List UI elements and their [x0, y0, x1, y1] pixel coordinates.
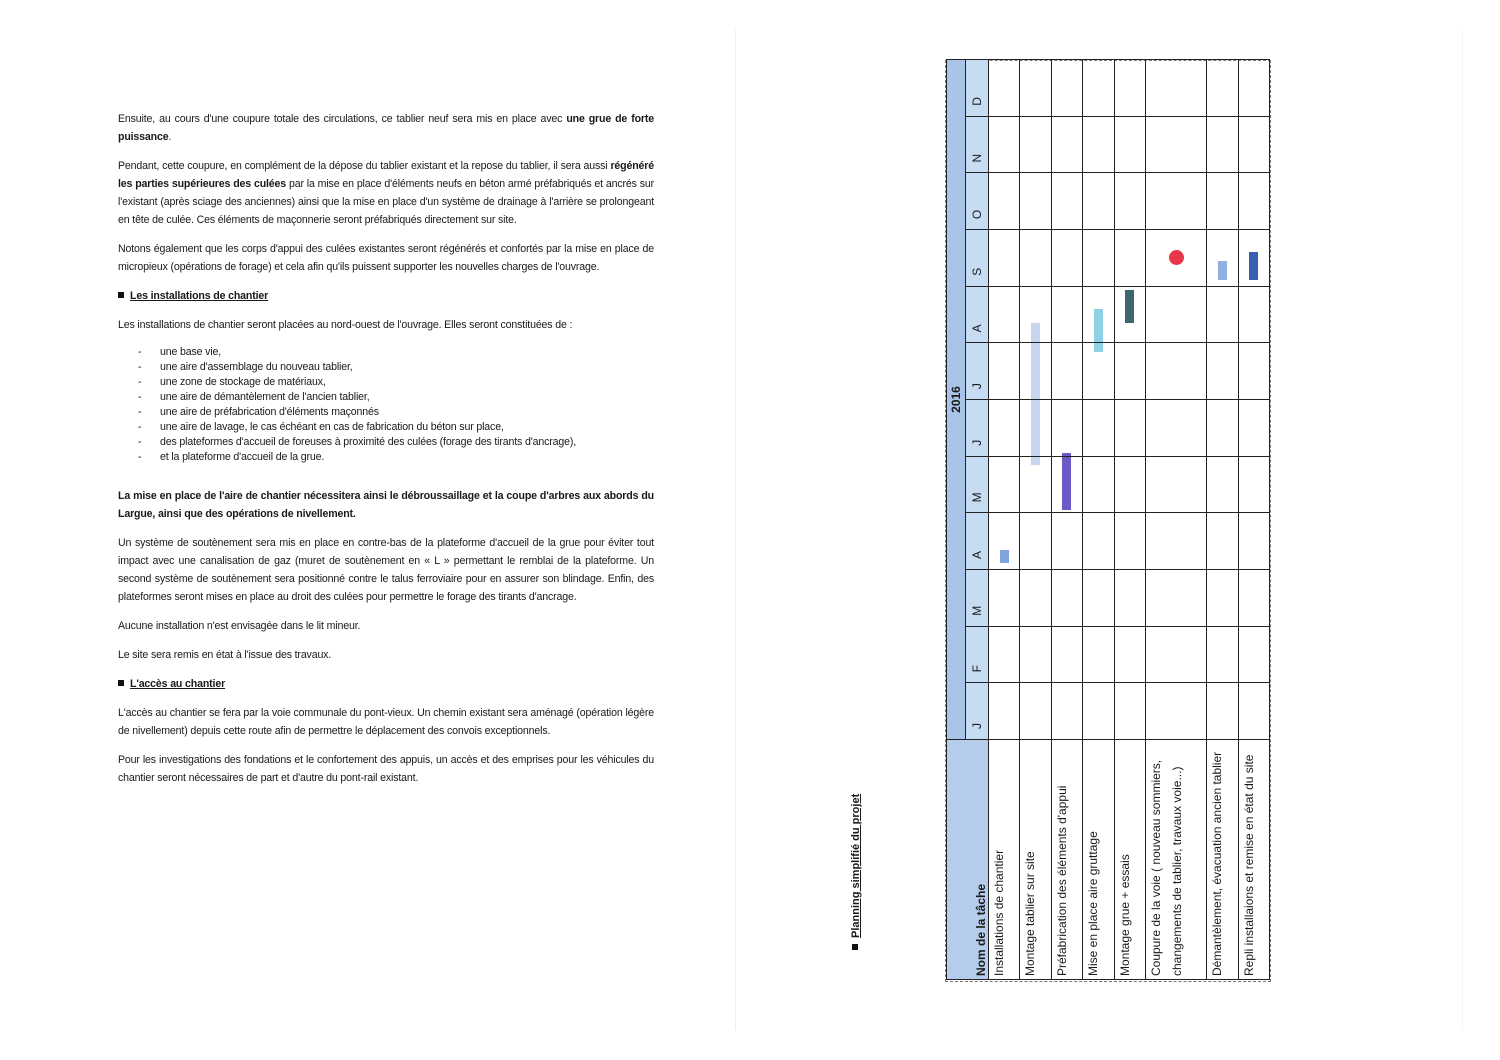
gantt-bar — [1094, 343, 1103, 351]
gantt-cell — [1114, 59, 1145, 116]
task-name: Montage grue + essais — [1114, 740, 1145, 980]
year-header: 2016 — [947, 59, 966, 739]
gantt-cell — [989, 513, 1020, 570]
list-item: - et la plateforme d'accueil de la grue. — [138, 450, 654, 465]
page-divider — [735, 30, 736, 1030]
gantt-cell — [1020, 173, 1051, 230]
gantt-cell — [1145, 626, 1206, 683]
gantt-bar — [1031, 323, 1040, 342]
task-name: Préfabrication des éléments d'appui — [1051, 740, 1082, 980]
gantt-cell — [1083, 456, 1114, 513]
gantt-cell — [989, 173, 1020, 230]
gantt-cell — [1114, 400, 1145, 457]
gantt-bar — [1218, 261, 1227, 280]
gantt-cell — [1083, 683, 1114, 740]
gantt-cell — [1207, 173, 1238, 230]
gantt-cell — [1145, 173, 1206, 230]
gantt-cell — [1145, 230, 1206, 287]
gantt-cell — [989, 59, 1020, 116]
gantt-bar — [1031, 457, 1040, 465]
gantt-cell — [1083, 570, 1114, 627]
gantt-table — [946, 59, 1270, 980]
square-bullet-icon — [118, 292, 124, 298]
list-item: - une aire de préfabrication d'éléments maçonnés — [138, 405, 654, 420]
gantt-cell — [1145, 683, 1206, 740]
month-header: N — [966, 116, 989, 173]
gantt-cell — [1238, 343, 1269, 400]
gantt-cell — [1020, 59, 1051, 116]
gantt-cell — [1145, 286, 1206, 343]
gantt-cell — [1051, 173, 1082, 230]
heading-acces: L'accès au chantier — [118, 675, 654, 693]
gantt-row — [1207, 59, 1238, 979]
left-page — [118, 110, 654, 798]
gantt-cell — [1051, 230, 1082, 287]
gantt-cell — [1114, 343, 1145, 400]
task-name: Mise en place aire gruttage — [1083, 740, 1114, 980]
gantt-cell — [1020, 513, 1051, 570]
gantt-row — [989, 59, 1020, 979]
gantt-bar — [1249, 252, 1258, 280]
gantt-cell — [1238, 683, 1269, 740]
month-header: J — [966, 343, 989, 400]
gantt-cell — [1020, 116, 1051, 173]
gantt-cell — [989, 570, 1020, 627]
gantt-cell — [1238, 513, 1269, 570]
gantt-cell — [1051, 343, 1082, 400]
month-header: S — [966, 230, 989, 287]
gantt-cell — [1207, 230, 1238, 287]
gantt-cell — [1051, 59, 1082, 116]
task-name-header: Nom de la tâche — [947, 740, 989, 980]
gantt-cell — [1083, 173, 1114, 230]
gantt-cell — [1083, 343, 1114, 400]
month-header: M — [966, 570, 989, 627]
list-item: - des plateformes d'accueil de foreuses à proximité des culées (forage des tirants d'ancrage), — [138, 435, 654, 450]
gantt-cell — [1207, 400, 1238, 457]
gantt-cell — [989, 456, 1020, 513]
month-header: A — [966, 513, 989, 570]
gantt-row — [1083, 59, 1114, 979]
month-header: J — [966, 683, 989, 740]
month-header: J — [966, 400, 989, 457]
heading-installations: Les installations de chantier — [118, 287, 654, 305]
gantt-cell — [1207, 343, 1238, 400]
gantt-cell — [1238, 626, 1269, 683]
gantt-cell — [1083, 116, 1114, 173]
gantt-cell — [1207, 513, 1238, 570]
gantt-chart — [946, 60, 1270, 980]
gantt-row — [1114, 59, 1145, 979]
gantt-cell — [989, 400, 1020, 457]
paragraph-6: Un système de soutènement sera mis en place en contre-bas de la plateforme d'accueil de la grue pour éviter tout impact avec une canalisation de gaz (muret de soutènement en « L » permettant le remblai de la plateforme. Un second système de soutènement sera positionné contre le talus ferroviaire pour en assurer son blindage. Enfin, des plateformes seront mises en place au droit des culées pour permettre le forage des tirants d'ancrage. — [118, 537, 654, 603]
gantt-cell — [1020, 683, 1051, 740]
paragraph-3: Notons également que les corps d'appui des culées existantes seront régénérés et confortés par la mise en place de micropieux (opérations de forage) et cela afin qu'ils puissent supporter les nouvelles charges de l'ouvrage. — [118, 243, 654, 273]
gantt-bar — [1062, 453, 1071, 456]
list-item: - une aire d'assemblage du nouveau tablier, — [138, 360, 654, 375]
gantt-cell — [989, 116, 1020, 173]
gantt-cell — [1051, 286, 1082, 343]
gantt-bar — [1031, 400, 1040, 456]
task-name: Installations de chantier — [989, 740, 1020, 980]
gantt-cell — [989, 683, 1020, 740]
gantt-cell — [1207, 626, 1238, 683]
gantt-cell — [1114, 286, 1145, 343]
month-header: D — [966, 59, 989, 116]
paragraph-10: Pour les investigations des fondations et le confortement des appuis, un accès et des emprises pour les véhicules du chantier seront nécessaires de part et d'autre du pont-rail existant. — [118, 754, 654, 784]
paragraph-1: Ensuite, au cours d'une coupure totale des circulations, ce tablier neuf sera mis en place avec une grue de forte puissance. — [118, 113, 654, 143]
gantt-cell — [1051, 683, 1082, 740]
gantt-bar — [1094, 309, 1103, 342]
gantt-bar — [1031, 343, 1040, 399]
gantt-row — [1238, 59, 1269, 979]
gantt-cell — [1020, 570, 1051, 627]
gantt-cell — [1020, 456, 1051, 513]
gantt-cell — [1051, 570, 1082, 627]
gantt-bar — [1000, 550, 1009, 564]
gantt-cell — [1238, 286, 1269, 343]
gantt-cell — [1114, 626, 1145, 683]
gantt-cell — [1051, 456, 1082, 513]
gantt-cell — [1083, 626, 1114, 683]
gantt-cell — [1114, 230, 1145, 287]
gantt-cell — [1114, 683, 1145, 740]
gantt-cell — [1145, 116, 1206, 173]
gantt-cell — [1114, 513, 1145, 570]
gantt-cell — [1145, 343, 1206, 400]
gantt-cell — [1207, 286, 1238, 343]
gantt-cell — [1238, 570, 1269, 627]
gantt-cell — [1020, 343, 1051, 400]
gantt-cell — [1020, 286, 1051, 343]
month-header: O — [966, 173, 989, 230]
gantt-cell — [1083, 59, 1114, 116]
gantt-cell — [1114, 173, 1145, 230]
gantt-cell — [1207, 570, 1238, 627]
gantt-cell — [1238, 456, 1269, 513]
gantt-cell — [1051, 116, 1082, 173]
gantt-cell — [989, 343, 1020, 400]
gantt-cell — [1020, 230, 1051, 287]
gantt-cell — [1145, 456, 1206, 513]
list-item: - une base vie, — [138, 345, 654, 360]
gantt-cell — [1207, 59, 1238, 116]
gantt-cell — [1020, 400, 1051, 457]
gantt-row — [1020, 59, 1051, 979]
installations-list — [138, 345, 654, 465]
month-header: M — [966, 456, 989, 513]
gantt-cell — [1114, 116, 1145, 173]
gantt-cell — [1238, 116, 1269, 173]
paragraph-9: L'accès au chantier se fera par la voie communale du pont-vieux. Un chemin existant sera aménagé (opération légère de nivellement) depuis cette route afin de permettre le déplacement des convois exceptionnels. — [118, 707, 654, 737]
gantt-cell — [1207, 456, 1238, 513]
square-bullet-icon — [118, 680, 124, 686]
paragraph-2: Pendant, cette coupure, en complément de la dépose du tablier existant et la repose du tablier, il sera aussi régénéré les parties supérieures des culées par la mise en place d'éléments neufs en béton armé préfabriqués et ancrés sur l'existant (après sciage des anciennes) ainsi que la mise en place d'un système de drainage à l'arrière se prolongeant en tête de culée. Ces éléments de maçonnerie seront préfabriqués directement sur site. — [118, 160, 655, 226]
gantt-row — [1051, 59, 1082, 979]
gantt-cell — [989, 286, 1020, 343]
list-item: - une aire de lavage, le cas échéant en cas de fabrication du béton sur place, — [138, 420, 654, 435]
page-edge — [1462, 30, 1463, 1030]
gantt-cell — [1238, 59, 1269, 116]
gantt-cell — [1207, 683, 1238, 740]
gantt-cell — [1145, 513, 1206, 570]
paragraph-7: Aucune installation n'est envisagée dans le lit mineur. — [118, 620, 361, 632]
gantt-bar — [1062, 457, 1071, 510]
gantt-cell — [1051, 626, 1082, 683]
gantt-cell — [1051, 400, 1082, 457]
gantt-cell — [1238, 173, 1269, 230]
gantt-cell — [1145, 570, 1206, 627]
task-name: Repli installaions et remise en état du site — [1238, 740, 1269, 980]
task-name: Montage tablier sur site — [1020, 740, 1051, 980]
gantt-cell — [1083, 400, 1114, 457]
gantt-cell — [1083, 286, 1114, 343]
gantt-cell — [1083, 513, 1114, 570]
gantt-cell — [1238, 230, 1269, 287]
task-name: Coupure de la voie ( nouveau sommiers, changements de tablier, travaux voie...) — [1145, 740, 1206, 980]
list-item: - une zone de stockage de matériaux, — [138, 375, 654, 390]
gantt-cell — [1145, 59, 1206, 116]
gantt-cell — [989, 230, 1020, 287]
section-title: Planning simplifié du projet — [850, 794, 862, 950]
gantt-cell — [1114, 456, 1145, 513]
gantt-cell — [1020, 626, 1051, 683]
paragraph-5: La mise en place de l'aire de chantier nécessitera ainsi le débroussaillage et la coupe d'arbres aux abords du Largue, ainsi que des opérations de nivellement. — [118, 490, 654, 520]
milestone-marker — [1169, 250, 1184, 265]
gantt-cell — [989, 626, 1020, 683]
gantt-cell — [1207, 116, 1238, 173]
month-header: F — [966, 626, 989, 683]
list-item: - une aire de démantèlement de l'ancien tablier, — [138, 390, 654, 405]
paragraph-8: Le site sera remis en état à l'issue des travaux. — [118, 649, 332, 661]
gantt-bar — [1125, 290, 1134, 323]
gantt-cell — [1145, 400, 1206, 457]
gantt-cell — [1238, 400, 1269, 457]
gantt-cell — [1114, 570, 1145, 627]
gantt-cell — [1051, 513, 1082, 570]
paragraph-4: Les installations de chantier seront placées au nord-ouest de l'ouvrage. Elles seront constituées de : — [118, 319, 573, 331]
task-name: Démantèlement, évacuation ancien tablier — [1207, 740, 1238, 980]
gantt-cell — [1083, 230, 1114, 287]
month-header: A — [966, 286, 989, 343]
square-bullet-icon — [852, 944, 858, 950]
gantt-row — [1145, 59, 1206, 979]
